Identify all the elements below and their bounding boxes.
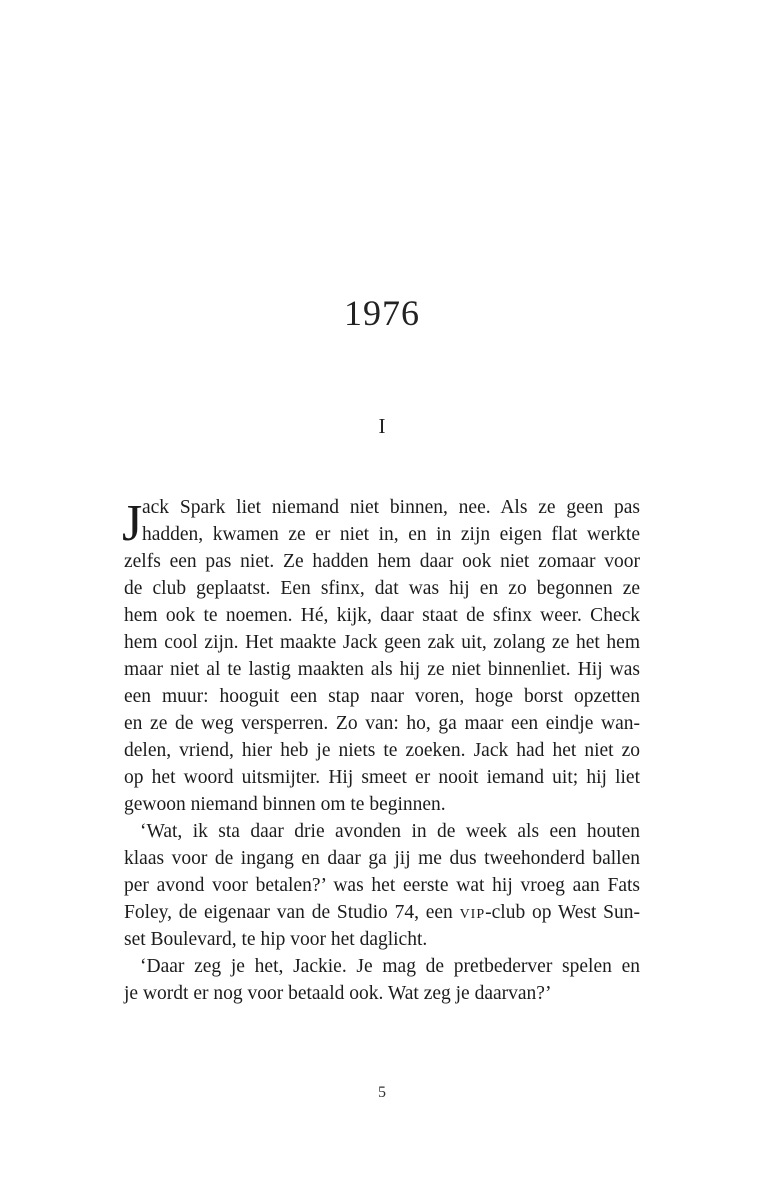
paragraph-line: klaas voor de ingang en daar ga jij me dus tweehonderd ballen: [124, 848, 640, 869]
chapter-number: I: [378, 414, 386, 438]
paragraph-line: hem cool zijn. Het maakte Jack geen zak uit, zolang ze het hem: [124, 632, 640, 653]
page-number: 5: [378, 1084, 386, 1101]
paragraph-3: [124, 953, 640, 1007]
paragraph-line: een muur: hooguit een stap naar voren, hoge borst opzetten: [124, 686, 640, 707]
paragraph-2: [124, 818, 640, 953]
paragraph-line: je wordt er nog voor betaald ook. Wat zeg je daarvan?’: [124, 983, 552, 1004]
drop-cap: J: [122, 495, 143, 552]
paragraph-line: gewoon niemand binnen om te beginnen.: [124, 794, 446, 815]
paragraph-line: per avond voor betalen?’ was het eerste wat hij vroeg aan Fats: [124, 875, 640, 896]
paragraph-line: de club geplaatst. Een sfinx, dat was hij en zo begonnen ze: [124, 578, 640, 599]
paragraph-line: zelfs een pas niet. Ze hadden hem daar ook niet zomaar voor: [124, 551, 640, 572]
paragraph-line: [124, 899, 640, 926]
paragraph-line: ack Spark liet niemand niet binnen, nee. Als ze geen pas: [142, 497, 640, 518]
text-segment: Foley, de eigenaar van de Studio 74, een: [124, 902, 460, 923]
paragraph-line: set Boulevard, te hip voor het daglicht.: [124, 929, 428, 950]
paragraph-line: en ze de weg versperren. Zo van: ho, ga maar een eindje wan-: [124, 713, 640, 734]
paragraph-1: [124, 494, 640, 818]
paragraph-line: hem ook te noemen. Hé, kijk, daar staat de sfinx weer. Check: [124, 605, 640, 626]
text-segment: -club op West Sun-: [485, 902, 640, 923]
paragraph-line: ‘Wat, ik sta daar drie avonden in de week als een houten: [140, 821, 640, 842]
smallcaps-text: VIP: [459, 907, 486, 922]
paragraph-line: ‘Daar zeg je het, Jackie. Je mag de pretbederver spelen en: [140, 956, 640, 977]
paragraph-line: op het woord uitsmijter. Hij smeet er nooit iemand uit; hij liet: [124, 767, 640, 788]
body-text: [124, 494, 640, 1007]
paragraph-line: hadden, kwamen ze er niet in, en in zijn eigen flat werkte: [142, 524, 640, 545]
paragraph-line: delen, vriend, hier heb je niets te zoeken. Jack had het niet zo: [124, 740, 640, 761]
part-title: 1976: [344, 293, 420, 333]
paragraph-line: maar niet al te lastig maakten als hij ze niet binnenliet. Hij was: [124, 659, 640, 680]
